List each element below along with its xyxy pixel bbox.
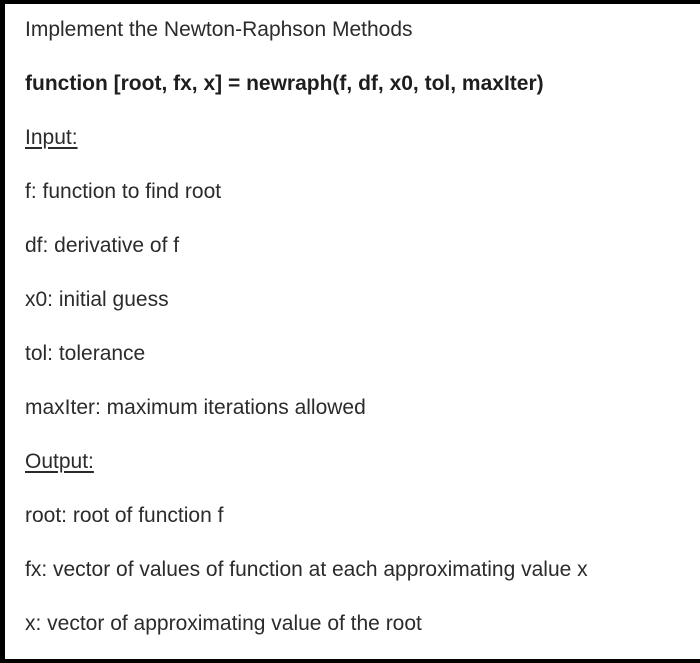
- input-df: df: derivative of f: [25, 234, 180, 257]
- output-root: root: root of function f: [25, 504, 224, 527]
- output-fx: fx: vector of values of function at each approximating value x: [25, 558, 588, 581]
- input-maxiter: maxIter: maximum iterations allowed: [25, 396, 366, 419]
- output-heading: Output:: [25, 450, 94, 473]
- document-page: [4, 4, 700, 659]
- input-x0: x0: initial guess: [25, 288, 169, 311]
- document-title: Implement the Newton-Raphson Methods: [25, 18, 413, 41]
- function-signature: function [root, fx, x] = newraph(f, df, x0, tol, maxIter): [25, 72, 544, 95]
- input-f: f: function to find root: [25, 180, 222, 203]
- input-heading: Input:: [25, 126, 78, 149]
- input-tol: tol: tolerance: [25, 342, 146, 365]
- output-x: x: vector of approximating value of the root: [25, 612, 422, 635]
